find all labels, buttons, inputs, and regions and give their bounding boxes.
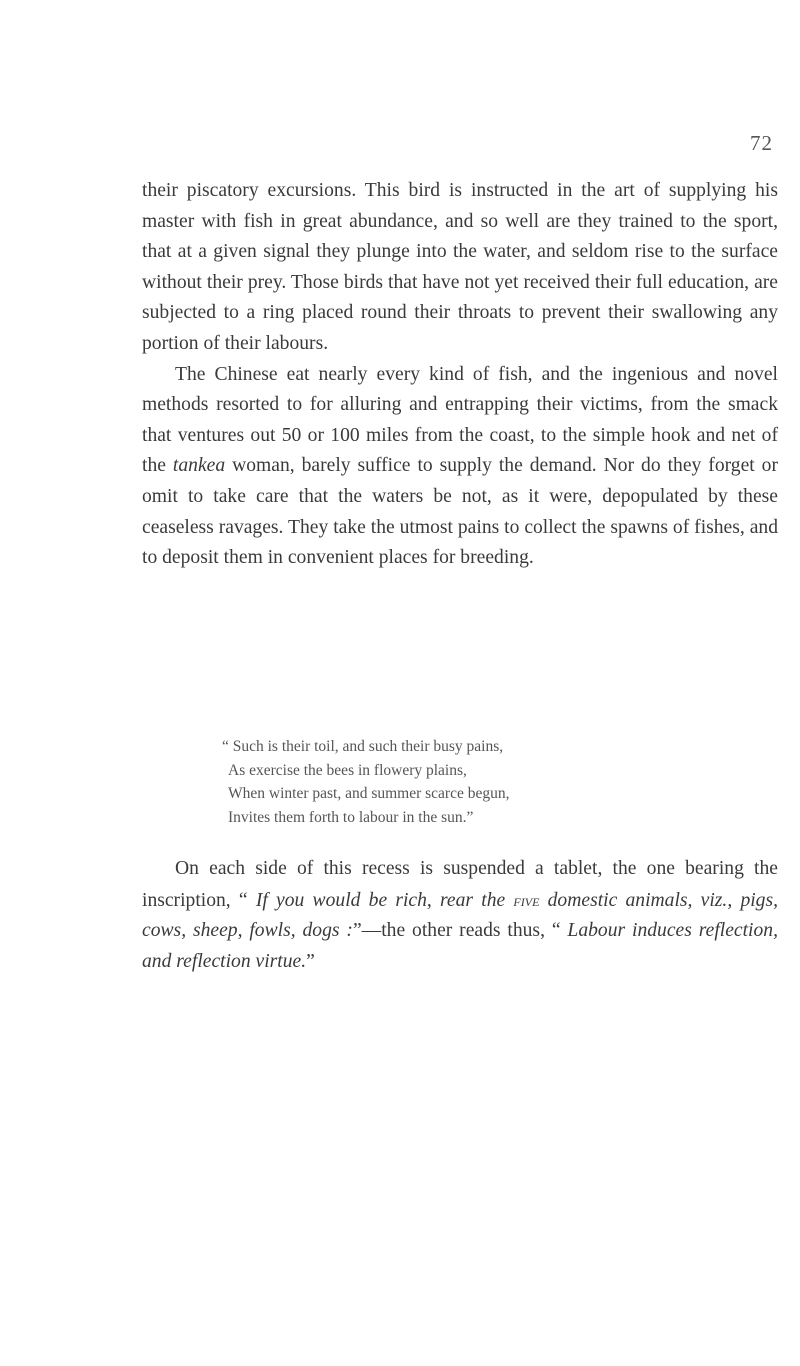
poem-line: As exercise the bees in flowery plains,	[228, 761, 467, 779]
inscription-italic: If you would be rich, rear the	[255, 889, 514, 911]
poem-quote	[222, 735, 708, 829]
paragraph-bird-training: their piscatory excursions. This bird is instructed in the art of supplying his master with fish in great abundance, and so well are they trained to the sport, that at a given signal they plunge into the water, and seldom rise to the surface without their prey. Those birds that have not yet received their full education, are subjected to a ring placed round their throats to prevent their swallowing any portion of their labours.	[142, 180, 778, 354]
paragraph-chinese-fish	[142, 360, 778, 574]
paragraph-text: woman, barely suffice to supply the demand. Nor do they forget or omit to take care that the waters be not, as it were, depopulated by these ceaseless ravages. They take the utmost pains to collect the spawns of fishes, and to deposit them in convenient places for breeding.	[142, 455, 778, 569]
page-number: 72	[750, 131, 773, 155]
poem-line: When winter past, and summer scarce begun,	[228, 785, 510, 802]
poem-line: Invites them forth to labour in the sun.”	[228, 808, 474, 826]
paragraph-text: ”—the other reads thus, “	[352, 920, 568, 942]
closing-text	[142, 854, 778, 977]
inscription-italic: domestic animals, viz., pigs, cows, sheep, fowls, dogs :	[142, 889, 779, 942]
main-text	[142, 176, 778, 574]
inscription-italic: Labour induces reflection, and reflection virtue.	[142, 920, 778, 972]
italic-term: tankea	[172, 455, 226, 477]
paragraph-text: ”	[306, 950, 315, 972]
paragraph-text: On each side of this recess is suspended a tablet, the one bearing the inscription, “	[142, 858, 778, 911]
paragraph-text: The Chinese eat nearly every kind of fish, and the ingenious and novel methods resorted to for alluring and entrapping their victims, from the smack that ventures out 50 or 100 miles from the coast, to the simple hook and net of the	[142, 363, 778, 477]
inscription-smallcaps: five	[513, 889, 540, 910]
poem-line: “ Such is their toil, and such their busy pains,	[222, 738, 504, 755]
paragraph-tablet-inscription	[142, 854, 778, 977]
